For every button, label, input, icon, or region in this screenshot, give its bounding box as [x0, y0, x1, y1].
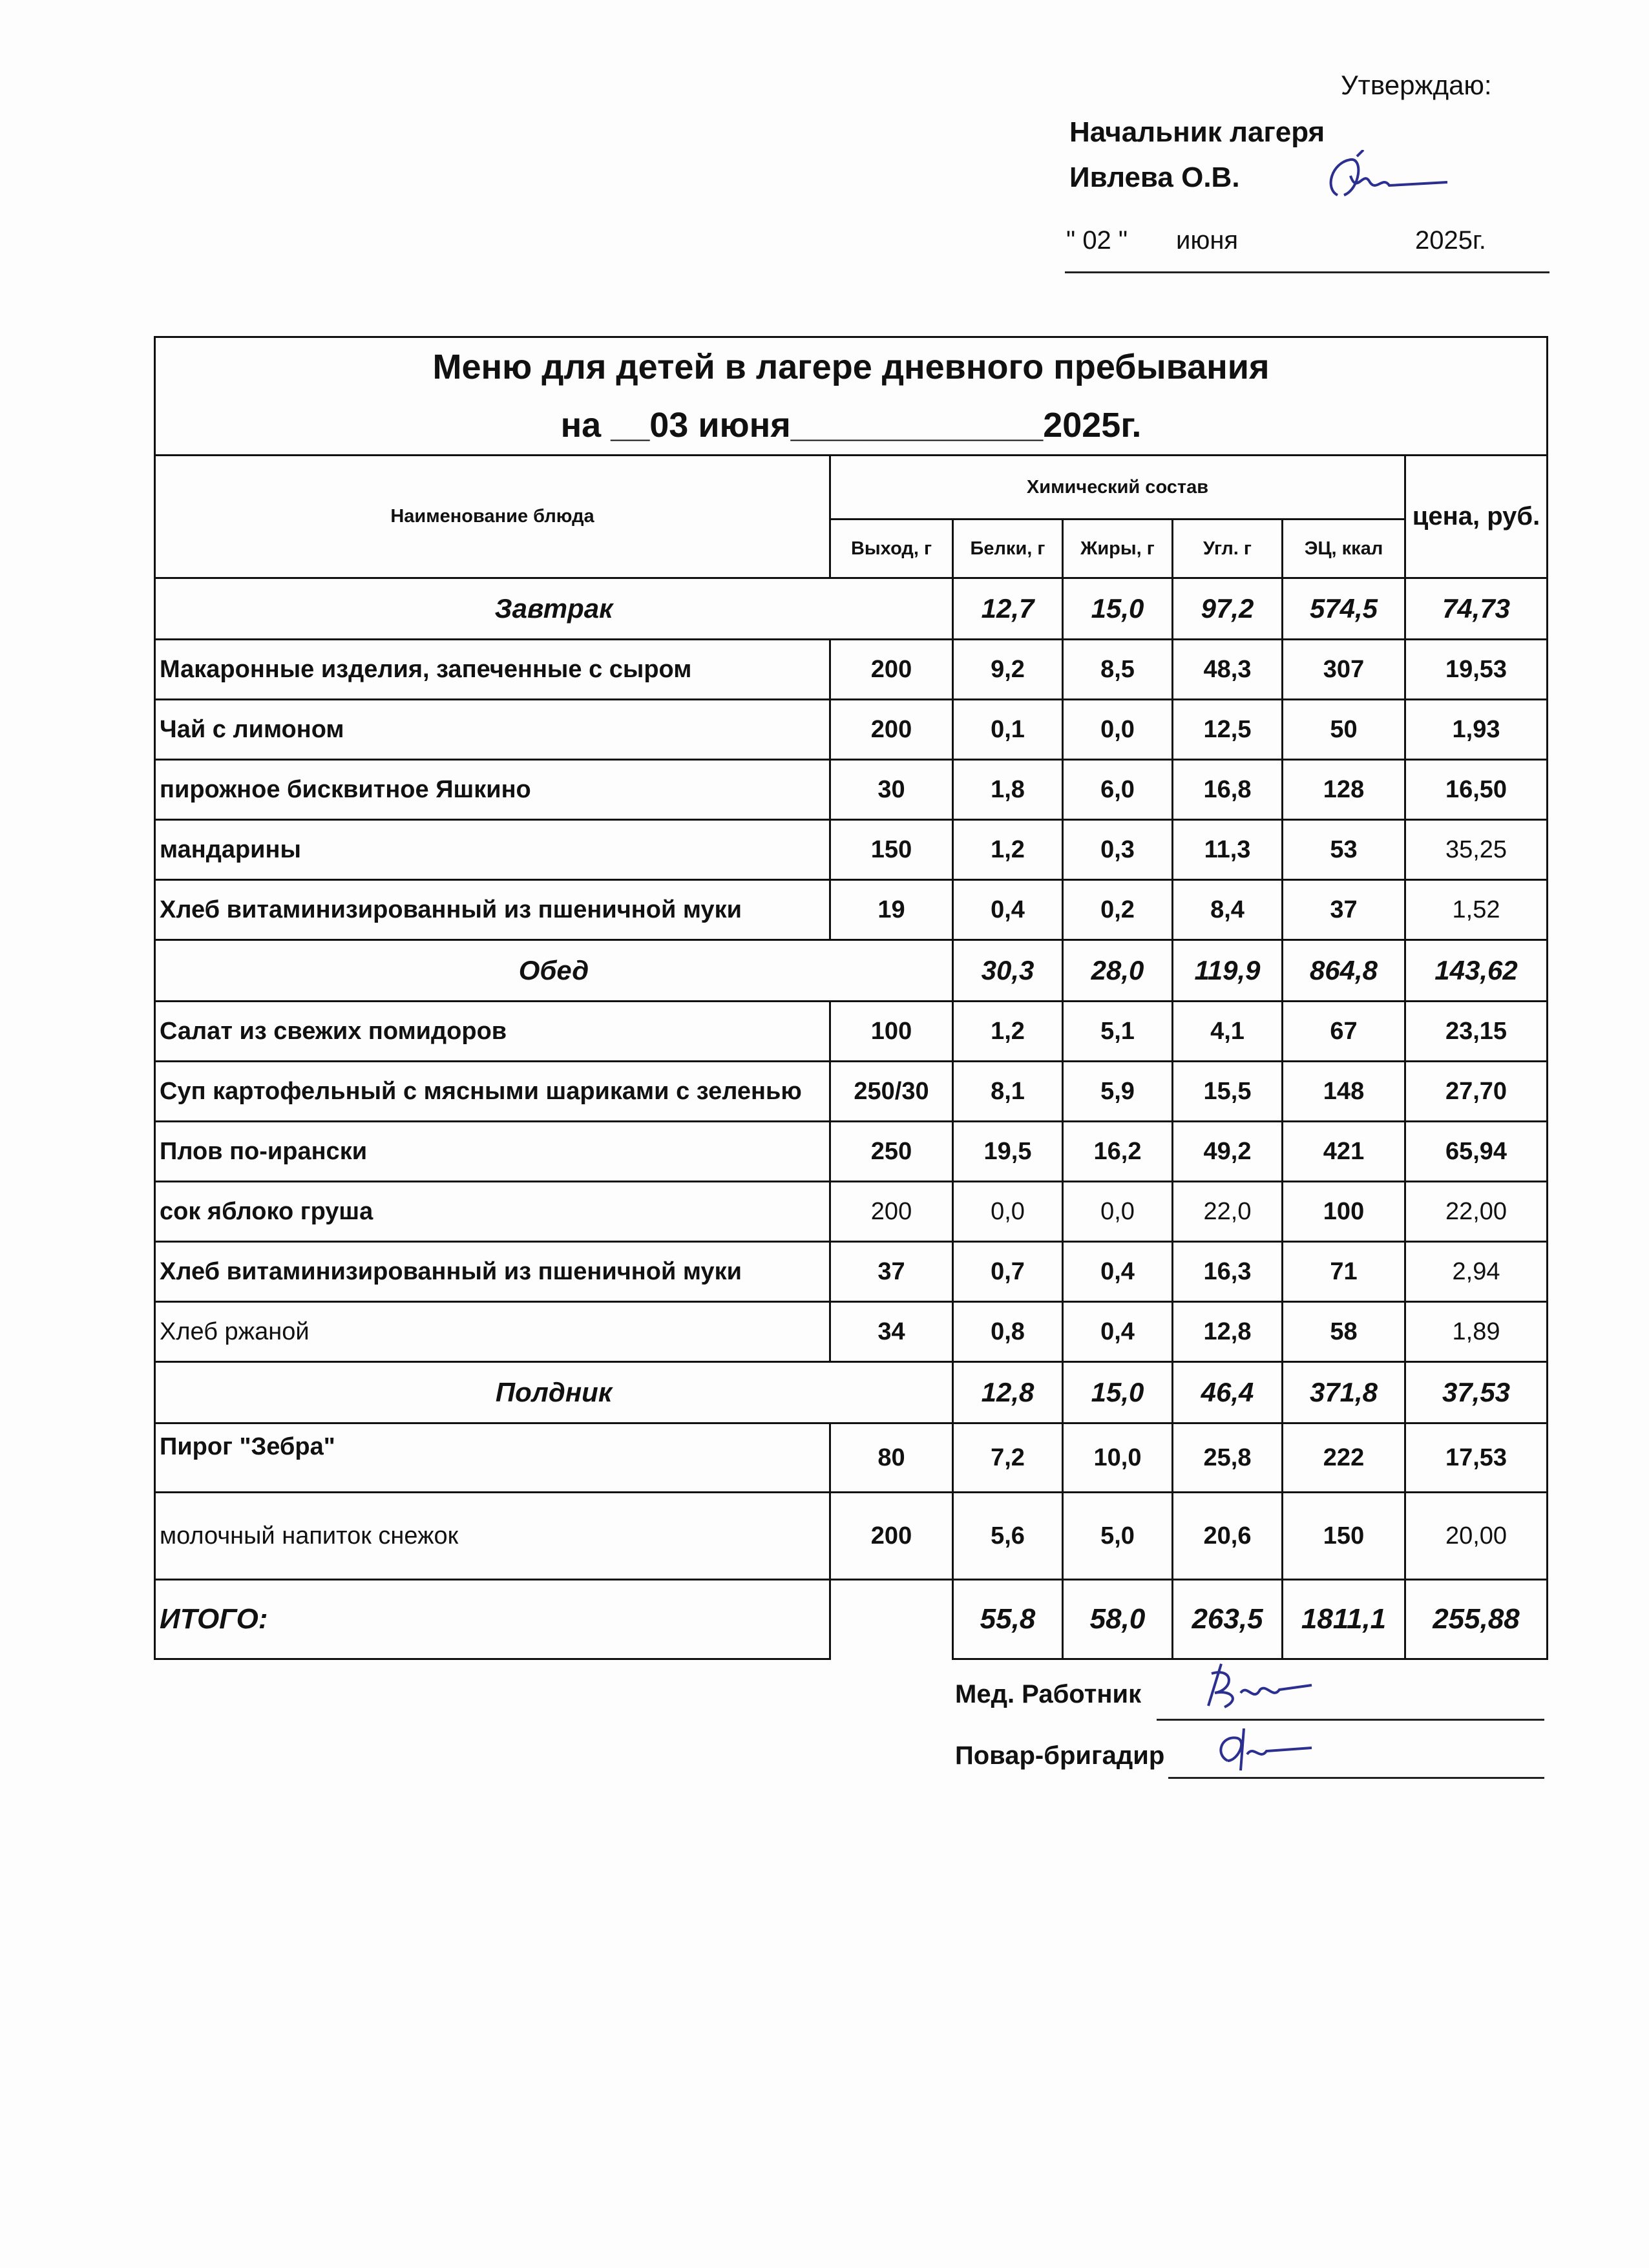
- dish-name: Макаронные изделия, запеченные с сыром: [155, 640, 830, 700]
- total-protein: 55,8: [953, 1580, 1063, 1659]
- title-row-1: [155, 337, 1548, 397]
- dish-fat: 5,1: [1063, 1002, 1173, 1062]
- dish-price: 16,50: [1405, 760, 1548, 820]
- dish-carbs: 20,6: [1173, 1493, 1283, 1580]
- section-price: 74,73: [1405, 578, 1548, 640]
- dish-fat: 0,0: [1063, 700, 1173, 760]
- section-price: 143,62: [1405, 940, 1548, 1002]
- dish-energy: 307: [1283, 640, 1405, 700]
- dish-fat: 5,9: [1063, 1062, 1173, 1122]
- dish-yield: 100: [830, 1002, 953, 1062]
- dish-yield: 19: [830, 880, 953, 940]
- dish-price: 19,53: [1405, 640, 1548, 700]
- header-fat: Жиры, г: [1063, 520, 1173, 578]
- approval-title: Утверждаю:: [1341, 70, 1492, 100]
- table-row: [155, 1242, 1548, 1302]
- dish-energy: 100: [1283, 1182, 1405, 1242]
- dish-yield: 250/30: [830, 1062, 953, 1122]
- dish-fat: 0,0: [1063, 1182, 1173, 1242]
- dish-name: Хлеб витаминизированный из пшеничной муки: [155, 1242, 830, 1302]
- dish-energy: 53: [1283, 820, 1405, 880]
- dish-fat: 6,0: [1063, 760, 1173, 820]
- dish-carbs: 15,5: [1173, 1062, 1283, 1122]
- dish-name: Плов по-ирански: [155, 1122, 830, 1182]
- header-price: цена, руб.: [1405, 456, 1548, 578]
- dish-energy: 128: [1283, 760, 1405, 820]
- menu-title: Меню для детей в лагере дневного пребывания: [155, 337, 1548, 397]
- dish-yield: 200: [830, 640, 953, 700]
- dish-protein: 1,2: [953, 1002, 1063, 1062]
- dish-protein: 1,8: [953, 760, 1063, 820]
- dish-carbs: 11,3: [1173, 820, 1283, 880]
- table-row: [155, 1423, 1548, 1493]
- dish-price: 17,53: [1405, 1423, 1548, 1493]
- dish-protein: 0,8: [953, 1302, 1063, 1362]
- dish-name: мандарины: [155, 820, 830, 880]
- dish-carbs: 22,0: [1173, 1182, 1283, 1242]
- total-price: 255,88: [1405, 1580, 1548, 1659]
- dish-protein: 7,2: [953, 1423, 1063, 1493]
- dish-fat: 0,3: [1063, 820, 1173, 880]
- approval-block: [0, 0, 1649, 297]
- dish-yield: 200: [830, 1493, 953, 1580]
- dish-yield: 200: [830, 700, 953, 760]
- header-yield: Выход, г: [830, 520, 953, 578]
- dish-price: 1,89: [1405, 1302, 1548, 1362]
- table-row: [155, 1062, 1548, 1122]
- dish-protein: 0,7: [953, 1242, 1063, 1302]
- header-energy: ЭЦ, ккал: [1283, 520, 1405, 578]
- dish-name: молочный напиток снежок: [155, 1493, 830, 1580]
- dish-energy: 71: [1283, 1242, 1405, 1302]
- table-row: [155, 1302, 1548, 1362]
- dish-energy: 148: [1283, 1062, 1405, 1122]
- section-fat: 15,0: [1063, 578, 1173, 640]
- dish-protein: 0,1: [953, 700, 1063, 760]
- dish-price: 23,15: [1405, 1002, 1548, 1062]
- section-carbs: 97,2: [1173, 578, 1283, 640]
- total-blank: [830, 1580, 953, 1659]
- dish-carbs: 49,2: [1173, 1122, 1283, 1182]
- dish-yield: 37: [830, 1242, 953, 1302]
- dish-energy: 67: [1283, 1002, 1405, 1062]
- section-protein: 30,3: [953, 940, 1063, 1002]
- dish-energy: 222: [1283, 1423, 1405, 1493]
- section-lunch: [155, 940, 1548, 1002]
- section-label: Обед: [155, 940, 953, 1002]
- dish-price: 35,25: [1405, 820, 1548, 880]
- dish-name: Чай с лимоном: [155, 700, 830, 760]
- dish-protein: 0,0: [953, 1182, 1063, 1242]
- chef-label: Повар-бригадир: [955, 1741, 1165, 1770]
- header-dish: Наименование блюда: [155, 456, 830, 578]
- dish-price: 1,52: [1405, 880, 1548, 940]
- dish-name: Пирог "Зебра": [155, 1423, 830, 1493]
- dish-yield: 34: [830, 1302, 953, 1362]
- dish-fat: 0,4: [1063, 1242, 1173, 1302]
- section-label: Завтрак: [155, 578, 953, 640]
- approval-name: Ивлева О.В.: [1069, 162, 1240, 193]
- dish-carbs: 12,5: [1173, 700, 1283, 760]
- total-carbs: 263,5: [1173, 1580, 1283, 1659]
- header-protein: Белки, г: [953, 520, 1063, 578]
- menu-date: на __03 июня_____________2025г.: [155, 396, 1548, 456]
- dish-protein: 1,2: [953, 820, 1063, 880]
- dish-yield: 200: [830, 1182, 953, 1242]
- section-energy: 371,8: [1283, 1362, 1405, 1423]
- chef-line: [1168, 1777, 1544, 1779]
- section-protein: 12,7: [953, 578, 1063, 640]
- dish-price: 65,94: [1405, 1122, 1548, 1182]
- dish-fat: 5,0: [1063, 1493, 1173, 1580]
- dish-carbs: 16,3: [1173, 1242, 1283, 1302]
- approval-day: " 02 ": [1066, 226, 1128, 255]
- dish-protein: 5,6: [953, 1493, 1063, 1580]
- chef-signature: [1208, 1722, 1318, 1774]
- section-price: 37,53: [1405, 1362, 1548, 1423]
- dish-carbs: 8,4: [1173, 880, 1283, 940]
- dish-price: 27,70: [1405, 1062, 1548, 1122]
- dish-name: Хлеб ржаной: [155, 1302, 830, 1362]
- table-row: [155, 640, 1548, 700]
- med-worker-signature: [1195, 1654, 1318, 1719]
- dish-fat: 10,0: [1063, 1423, 1173, 1493]
- med-worker-label: Мед. Работник: [955, 1680, 1142, 1708]
- section-snack: [155, 1362, 1548, 1423]
- dish-protein: 19,5: [953, 1122, 1063, 1182]
- dish-carbs: 4,1: [1173, 1002, 1283, 1062]
- table-row: [155, 880, 1548, 940]
- dish-carbs: 25,8: [1173, 1423, 1283, 1493]
- section-protein: 12,8: [953, 1362, 1063, 1423]
- dish-fat: 0,2: [1063, 880, 1173, 940]
- director-signature: [1318, 150, 1447, 208]
- header-carbs: Угл. г: [1173, 520, 1283, 578]
- signatures-footer: [0, 1654, 1649, 1822]
- total-energy: 1811,1: [1283, 1580, 1405, 1659]
- menu-table: [154, 336, 1548, 1660]
- total-label: ИТОГО:: [155, 1580, 830, 1659]
- table-row: [155, 760, 1548, 820]
- dish-price: 22,00: [1405, 1182, 1548, 1242]
- section-label: Полдник: [155, 1362, 953, 1423]
- section-fat: 28,0: [1063, 940, 1173, 1002]
- dish-protein: 9,2: [953, 640, 1063, 700]
- dish-name: Салат из свежих помидоров: [155, 1002, 830, 1062]
- dish-price: 20,00: [1405, 1493, 1548, 1580]
- section-breakfast: [155, 578, 1548, 640]
- dish-name: сок яблоко груша: [155, 1182, 830, 1242]
- dish-protein: 8,1: [953, 1062, 1063, 1122]
- dish-fat: 16,2: [1063, 1122, 1173, 1182]
- dish-energy: 50: [1283, 700, 1405, 760]
- section-energy: 864,8: [1283, 940, 1405, 1002]
- dish-fat: 8,5: [1063, 640, 1173, 700]
- dish-yield: 80: [830, 1423, 953, 1493]
- med-worker-line: [1157, 1719, 1544, 1721]
- approval-underline: [1065, 271, 1549, 273]
- dish-carbs: 12,8: [1173, 1302, 1283, 1362]
- dish-energy: 58: [1283, 1302, 1405, 1362]
- approval-month: июня: [1176, 226, 1239, 255]
- total-row: [155, 1580, 1548, 1659]
- section-energy: 574,5: [1283, 578, 1405, 640]
- total-fat: 58,0: [1063, 1580, 1173, 1659]
- header-row-1: [155, 456, 1548, 520]
- section-fat: 15,0: [1063, 1362, 1173, 1423]
- table-row: [155, 700, 1548, 760]
- dish-price: 2,94: [1405, 1242, 1548, 1302]
- dish-price: 1,93: [1405, 700, 1548, 760]
- table-row: [155, 1182, 1548, 1242]
- table-row: [155, 1002, 1548, 1062]
- title-row-2: [155, 396, 1548, 456]
- approval-position: Начальник лагеря: [1069, 116, 1325, 148]
- dish-name: Суп картофельный с мясными шариками с зеленью: [155, 1062, 830, 1122]
- dish-carbs: 48,3: [1173, 640, 1283, 700]
- dish-energy: 421: [1283, 1122, 1405, 1182]
- dish-yield: 150: [830, 820, 953, 880]
- dish-carbs: 16,8: [1173, 760, 1283, 820]
- dish-name: Хлеб витаминизированный из пшеничной муки: [155, 880, 830, 940]
- dish-name: пирожное бисквитное Яшкино: [155, 760, 830, 820]
- dish-yield: 30: [830, 760, 953, 820]
- section-carbs: 46,4: [1173, 1362, 1283, 1423]
- dish-yield: 250: [830, 1122, 953, 1182]
- dish-energy: 37: [1283, 880, 1405, 940]
- approval-year: 2025г.: [1415, 226, 1486, 255]
- header-chem: Химический состав: [830, 456, 1405, 520]
- dish-protein: 0,4: [953, 880, 1063, 940]
- table-row: [155, 820, 1548, 880]
- section-carbs: 119,9: [1173, 940, 1283, 1002]
- table-row: [155, 1493, 1548, 1580]
- table-row: [155, 1122, 1548, 1182]
- dish-energy: 150: [1283, 1493, 1405, 1580]
- dish-fat: 0,4: [1063, 1302, 1173, 1362]
